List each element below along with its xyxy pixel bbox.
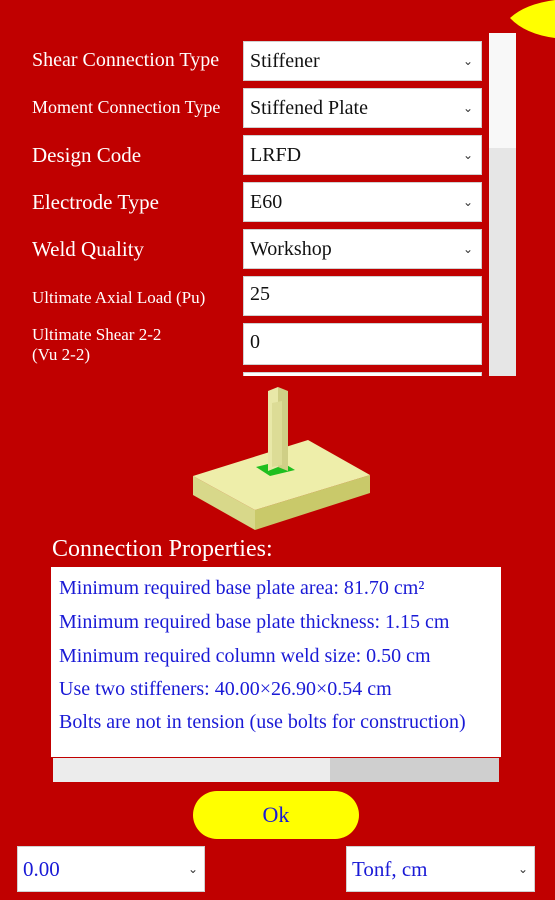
properties-box[interactable] — [51, 567, 501, 757]
chevron-down-icon: ⌄ — [462, 242, 473, 256]
value-select-text: 0.00 — [23, 857, 60, 881]
chevron-down-icon: ⌄ — [517, 862, 528, 876]
shear-connection-label: Shear Connection Type — [32, 49, 220, 71]
property-line: Minimum required base plate thickness: 1.15 cm — [59, 611, 450, 633]
form-scroll-thumb[interactable] — [489, 33, 516, 148]
properties-hscroll-thumb[interactable] — [53, 758, 330, 782]
electrode-type-value: E60 — [250, 191, 283, 213]
shear-22-label — [32, 325, 161, 365]
design-code-select[interactable] — [243, 135, 482, 175]
moment-connection-value: Stiffened Plate — [250, 97, 368, 119]
electrode-type-label: Electrode Type — [32, 190, 160, 214]
next-input-partial[interactable] — [243, 372, 482, 376]
axial-load-input[interactable] — [243, 276, 482, 316]
properties-hscrollbar[interactable] — [53, 758, 499, 782]
design-code-value: LRFD — [250, 144, 302, 166]
property-line: Bolts are not in tension (use bolts for construction) — [59, 711, 466, 733]
weld-quality-select[interactable] — [243, 229, 482, 269]
property-line: Minimum required base plate area: 81.70 cm² — [59, 577, 425, 599]
weld-quality-label: Weld Quality — [32, 237, 145, 261]
property-line: Use two stiffeners: 40.00×26.90×0.54 cm — [59, 678, 392, 700]
chevron-down-icon: ⌄ — [462, 54, 473, 68]
shear-22-input[interactable] — [243, 323, 482, 365]
chevron-down-icon: ⌄ — [462, 101, 473, 115]
shear-connection-value: Stiffener — [250, 50, 320, 72]
chevron-down-icon: ⌄ — [462, 148, 473, 162]
base-plate-model-image — [190, 383, 372, 535]
shear-22-label-line2: (Vu 2-2) — [32, 345, 90, 364]
design-code-label: Design Code — [32, 143, 142, 167]
connection-form — [0, 33, 515, 376]
electrode-type-select[interactable] — [243, 182, 482, 222]
form-scrollbar[interactable] — [489, 33, 516, 376]
chevron-down-icon: ⌄ — [462, 195, 473, 209]
value-select[interactable] — [17, 846, 205, 892]
shear-connection-select[interactable] — [243, 41, 482, 81]
shear-22-label-line1: Ultimate Shear 2-2 — [32, 325, 162, 344]
weld-quality-value: Workshop — [250, 238, 332, 260]
units-select[interactable] — [346, 846, 535, 892]
moment-connection-select[interactable] — [243, 88, 482, 128]
property-line: Minimum required column weld size: 0.50 cm — [59, 645, 431, 667]
axial-load-label: Ultimate Axial Load (Pu) — [32, 288, 206, 307]
ok-button[interactable]: Ok — [193, 791, 359, 839]
axial-load-value: 25 — [250, 283, 270, 305]
moment-connection-label: Moment Connection Type — [32, 97, 221, 117]
properties-title: Connection Properties: — [52, 536, 273, 562]
units-select-text: Tonf, cm — [352, 857, 428, 881]
shear-22-value: 0 — [250, 331, 260, 353]
chevron-down-icon: ⌄ — [187, 862, 198, 876]
